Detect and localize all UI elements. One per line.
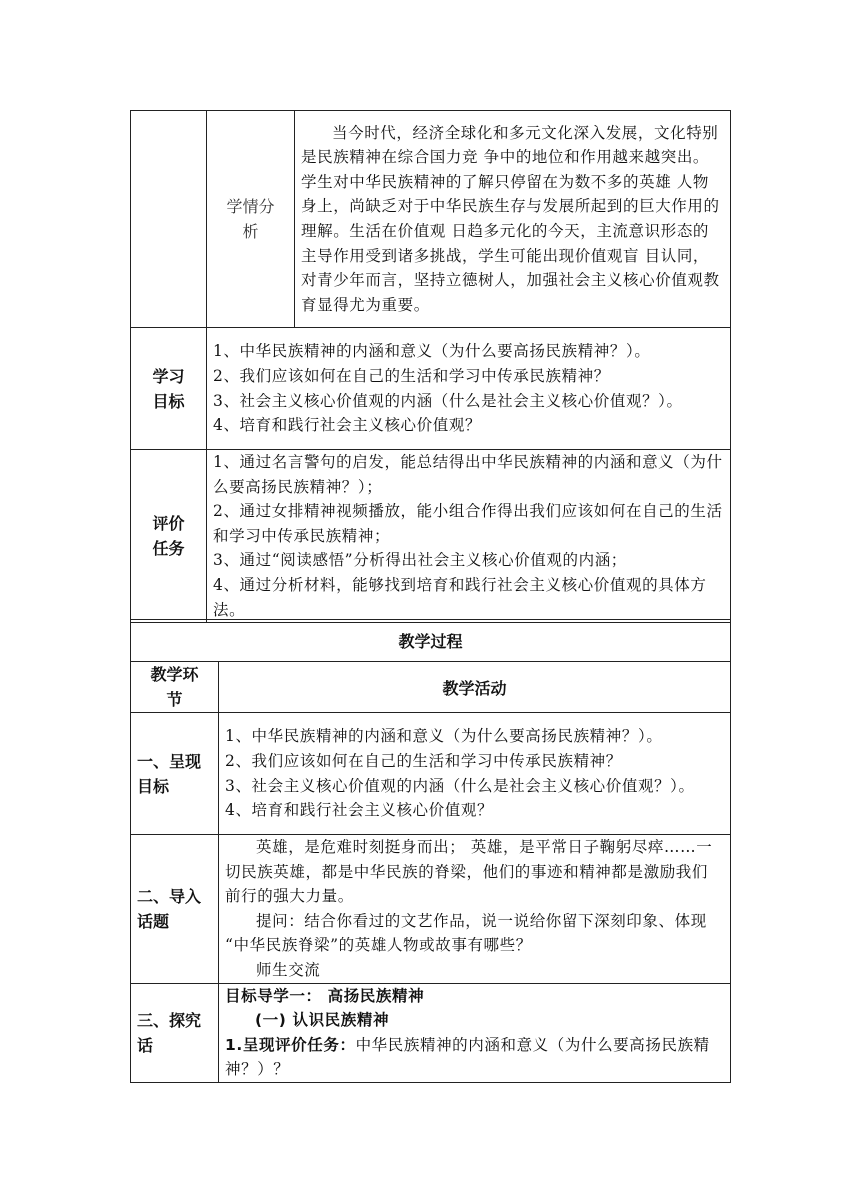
process-title: 教学过程 xyxy=(131,620,731,662)
col-stage-header: 教学环节 xyxy=(131,662,219,713)
goals-row xyxy=(131,328,731,450)
goal-guide-heading: 目标导学一： 高扬民族精神 xyxy=(225,986,425,1005)
stage1-line-4: 4、培育和践行社会主义核心价值观？ xyxy=(225,801,494,820)
stage2-para-3: 师生交流 xyxy=(256,960,321,979)
stage-label-3: 三、探究话 xyxy=(131,983,219,1082)
goals-label: 学习目标 xyxy=(131,328,207,450)
blank-cell xyxy=(131,111,207,328)
xueqing-row xyxy=(131,111,731,328)
stage1-line-1: 1、中华民族精神的内涵和意义（为什么要高扬民族精神？）。 xyxy=(225,727,663,746)
task-text: 中华民族精神的内涵和意义（为什么要高扬民族精神？）？ xyxy=(225,1035,710,1079)
xueqing-text-cell xyxy=(295,111,731,328)
eval-row xyxy=(131,450,731,623)
lesson-plan-top-table xyxy=(130,110,731,623)
goal-item-3: 3、社会主义核心价值观的内涵（什么是社会主义核心价值观？）。 xyxy=(213,391,683,410)
subsection-heading: (一) 认识民族精神 xyxy=(255,1011,390,1030)
stage2-para-2: 提问：结合你看过的文艺作品，说一说给你留下深刻印象、体现 “中华民族脊梁”的英雄人物或故事有哪些？ xyxy=(225,911,707,955)
stage-row-2 xyxy=(131,835,731,984)
stage-row-3 xyxy=(131,983,731,1082)
stage2-para-1: 英雄，是危难时刻挺身而出； 英雄，是平常日子鞠躬尽瘁……一 切民族英雄，都是中华民族的脊梁，他们的事迹和精神都是激励我们 前行的强大力量。 xyxy=(225,838,713,906)
stage1-line-3: 3、社会主义核心价值观的内涵（什么是社会主义核心价值观？）。 xyxy=(225,776,695,795)
stage-label-1: 一、呈现目标 xyxy=(131,713,219,835)
stage-content-3 xyxy=(219,983,731,1082)
eval-item-4: 4、通过分析材料，能够找到培育和践行社会主义核心价值观的具体方法。 xyxy=(213,575,707,619)
stage-row-1 xyxy=(131,713,731,835)
goal-item-4: 4、培育和践行社会主义核心价值观？ xyxy=(213,416,482,435)
xueqing-text: 当今时代，经济全球化和多元文化深入发展，文化特别是民族精神在综合国力竞 争中的地位和作用越来越突出。学生对中华民族精神的了解只停留在为数不多的英雄 人物身上，尚缺乏对于中华民族生存与发展所起到的巨大作用的理解。生活在价值观 日趋多元化的今天，主流意识形态的主导作用受到诸多挑战，学生可能出现价值观盲 目认同，对青少年而言，坚持立德树人，加强社会主义核心价值观教育显得尤为重要。 xyxy=(301,123,720,314)
eval-item-1: 1、通过名言警句的启发，能总结得出中华民族精神的内涵和意义（为什么要高扬民族精神？）； xyxy=(213,453,723,496)
eval-list xyxy=(207,450,731,623)
eval-item-2: 2、通过女排精神视频播放，能小组合作得出我们应该如何在自己的生活和学习中传承民族精神； xyxy=(213,502,723,545)
col-activity-header: 教学活动 xyxy=(219,662,731,713)
stage-label-2: 二、导入话题 xyxy=(131,835,219,984)
goals-list xyxy=(207,328,731,450)
stage-content-1 xyxy=(219,713,731,835)
eval-label: 评价任务 xyxy=(131,450,207,623)
task-line xyxy=(219,1033,730,1082)
stage1-line-2: 2、我们应该如何在自己的生活和学习中传承民族精神？ xyxy=(225,751,622,770)
goal-item-1: 1、中华民族精神的内涵和意义（为什么要高扬民族精神？）。 xyxy=(213,342,651,361)
stage-content-2 xyxy=(219,835,731,984)
xueqing-label: 学情分析 xyxy=(207,111,295,328)
eval-item-3: 3、通过“阅读感悟”分析得出社会主义核心价值观的内涵； xyxy=(213,551,627,570)
goal-item-2: 2、我们应该如何在自己的生活和学习中传承民族精神？ xyxy=(213,366,610,385)
task-label: 1.呈现评价任务： xyxy=(225,1035,356,1054)
teaching-process-table xyxy=(130,619,731,1083)
